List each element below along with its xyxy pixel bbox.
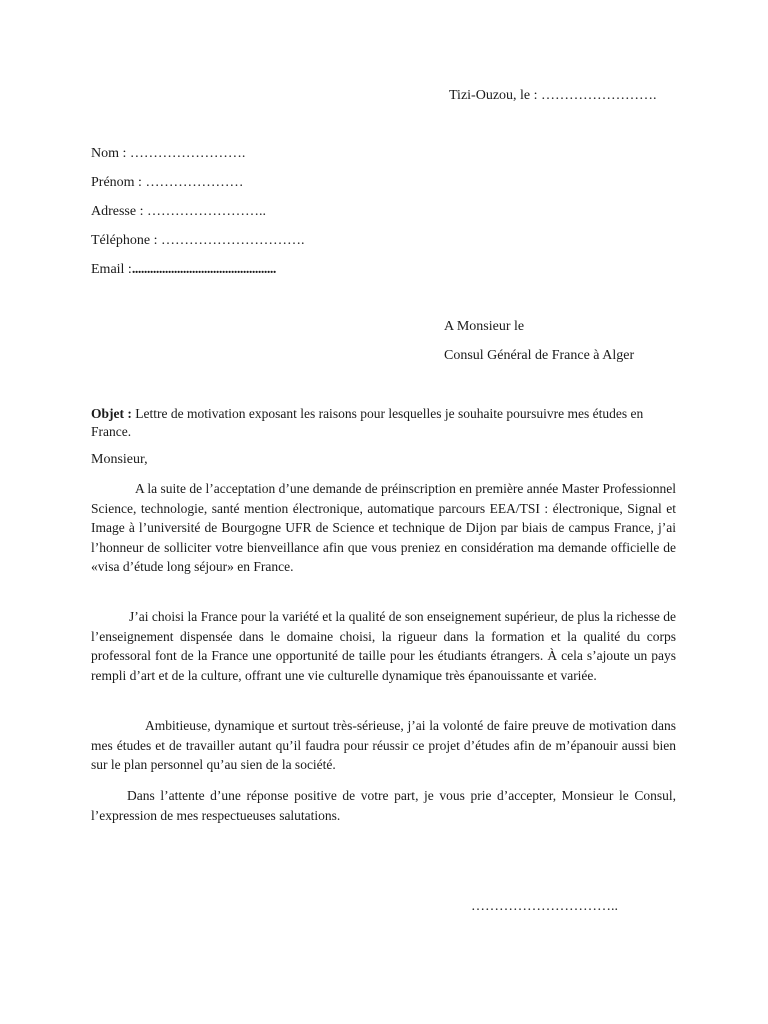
subject-label: Objet : <box>91 406 132 421</box>
subject-text: Lettre de motivation exposant les raisons pour lesquelles je souhaite poursuivre mes études en France. <box>91 406 644 439</box>
paragraph-2: J’ai choisi la France pour la variété et la qualité de son enseignement supérieur, de plus la richesse de l’enseignement dispensée dans le domaine choisi, la rigueur dans la formation et la qualité du corps professoral font de la France une opportunité de taille pour les étudiants étrangers. À cela s’ajoute un pays rempli d’art et de la culture, offrant une vie culturelle dynamique très épanouissante et variée. <box>91 609 676 683</box>
paragraph-3: Ambitieuse, dynamique et surtout très-sérieuse, j’ai la volonté de faire preuve de motivation dans mes études et de travailler autant qu’il faudra pour réussir ce projet d’études afin de m’épanouir aussi bien sur le plan personnel qu’au sien de la société. <box>91 718 676 772</box>
recipient-line-2: Consul Général de France à Alger <box>444 348 635 363</box>
sender-firstname-field: Prénom : ………………… <box>91 175 244 190</box>
email-dots: ................................................ <box>131 262 276 277</box>
email-label: Email : <box>91 262 132 277</box>
paragraph-4: Dans l’attente d’une réponse positive de votre part, je vous prie d’accepter, Monsieur le Consul, l’expression de mes respectueuses salutations. <box>91 788 676 823</box>
signature-line: ………………………….. <box>471 899 618 914</box>
place-date-line: Tizi-Ouzou, le : ……………………. <box>449 88 657 103</box>
sender-phone-field: Téléphone : …………………………. <box>91 233 305 248</box>
recipient-line-1: A Monsieur le <box>444 319 525 334</box>
sender-name-field: Nom : ……………………. <box>91 146 246 161</box>
sender-email-field <box>91 261 276 279</box>
sender-address-field: Adresse : …………………….. <box>91 204 266 219</box>
subject-line <box>91 405 676 441</box>
paragraph-1: A la suite de l’acceptation d’une demande de préinscription en première année Master Professionnel Science, technologie, santé mention électronique, automatique parcours EEA/TSI : électronique, Signal et Image à l’université de Bourgogne UFR de Science et technique de Dijon par biais de campus France, j’ai l’honneur de solliciter votre bienveillance afin que vous preniez en considération ma demande officielle de «visa d’étude long séjour» en France. <box>91 481 676 574</box>
salutation: Monsieur, <box>91 452 148 467</box>
